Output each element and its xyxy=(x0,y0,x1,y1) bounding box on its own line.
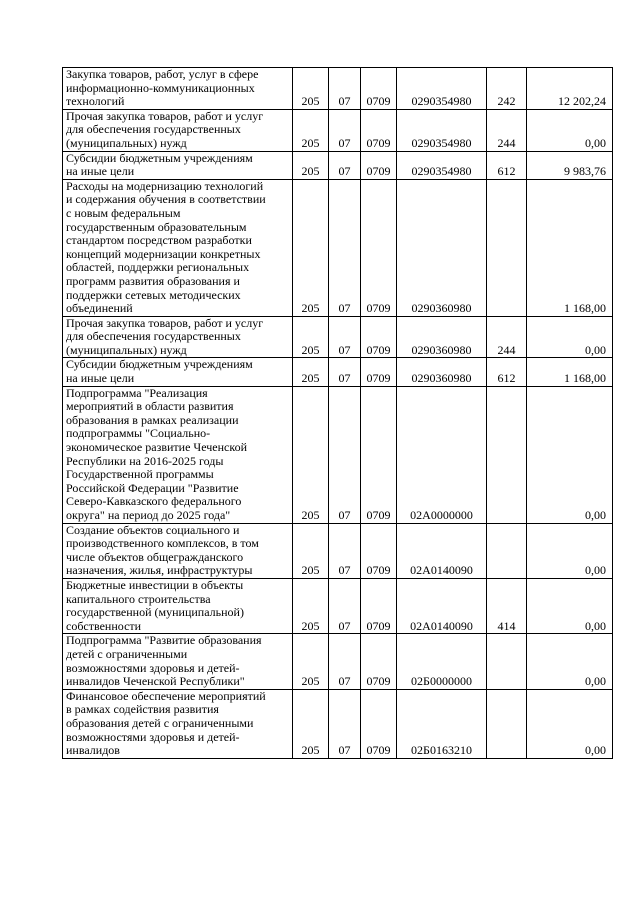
section-code-cell: 07 xyxy=(329,68,361,110)
amount-cell: 0,00 xyxy=(527,634,613,689)
expense-type-cell: 244 xyxy=(487,109,527,151)
row-name-cell: Финансовое обеспечение мероприятий в рамках содействия развития образования детей с ограниченными возможностями здоровья и детей- инвалидов xyxy=(63,689,293,758)
subsection-code-cell: 0709 xyxy=(361,151,397,179)
ministry-code-cell: 205 xyxy=(293,151,329,179)
amount-cell: 0,00 xyxy=(527,109,613,151)
section-code-cell: 07 xyxy=(329,386,361,523)
table-row xyxy=(63,179,613,316)
section-code-cell: 07 xyxy=(329,689,361,758)
subsection-code-cell: 0709 xyxy=(361,578,397,633)
section-code-cell: 07 xyxy=(329,634,361,689)
expense-type-cell: 612 xyxy=(487,151,527,179)
amount-cell: 0,00 xyxy=(527,689,613,758)
target-article-cell: 0290354980 xyxy=(397,109,487,151)
row-name-cell: Бюджетные инвестиции в объекты капитального строительства государственной (муниципальной) собственности xyxy=(63,578,293,633)
section-code-cell: 07 xyxy=(329,523,361,578)
ministry-code-cell: 205 xyxy=(293,358,329,386)
budget-table xyxy=(62,67,613,759)
target-article-cell: 02А0000000 xyxy=(397,386,487,523)
table-row xyxy=(63,358,613,386)
ministry-code-cell: 205 xyxy=(293,179,329,316)
amount-cell: 12 202,24 xyxy=(527,68,613,110)
amount-cell: 1 168,00 xyxy=(527,179,613,316)
subsection-code-cell: 0709 xyxy=(361,523,397,578)
expense-type-cell: 414 xyxy=(487,578,527,633)
target-article-cell: 0290354980 xyxy=(397,68,487,110)
row-name-cell: Прочая закупка товаров, работ и услуг для обеспечения государственных (муниципальных) нужд xyxy=(63,316,293,358)
target-article-cell: 0290354980 xyxy=(397,151,487,179)
subsection-code-cell: 0709 xyxy=(361,689,397,758)
table-row xyxy=(63,689,613,758)
row-name-cell: Подпрограмма "Реализация мероприятий в области развития образования в рамках реализации подпрограммы "Социально- экономическое развитие Чеченской Республики на 2016-2025 годы Государственной программы Российской Федерации "Развитие Северо-Кавказского федерального округа" на период до 2025 года" xyxy=(63,386,293,523)
amount-cell: 0,00 xyxy=(527,578,613,633)
row-name-cell: Создание объектов социального и производственного комплексов, в том числе объектов общегражданского назначения, жилья, инфраструктуры xyxy=(63,523,293,578)
amount-cell: 0,00 xyxy=(527,316,613,358)
ministry-code-cell: 205 xyxy=(293,634,329,689)
table-row xyxy=(63,386,613,523)
target-article-cell: 02Б0163210 xyxy=(397,689,487,758)
section-code-cell: 07 xyxy=(329,316,361,358)
subsection-code-cell: 0709 xyxy=(361,358,397,386)
expense-type-cell: 244 xyxy=(487,316,527,358)
target-article-cell: 0290360980 xyxy=(397,316,487,358)
row-name-cell: Расходы на модернизацию технологий и содержания обучения в соответствии с новым федеральным государственным образовательным стандартом посредством разработки концепций модернизации конкретных областей, поддержки региональных программ развития образования и поддержки сетевых методических объединений xyxy=(63,179,293,316)
table-row xyxy=(63,151,613,179)
table-row xyxy=(63,68,613,110)
amount-cell: 0,00 xyxy=(527,523,613,578)
section-code-cell: 07 xyxy=(329,109,361,151)
expense-type-cell: 242 xyxy=(487,68,527,110)
row-name-cell: Субсидии бюджетным учреждениям на иные цели xyxy=(63,151,293,179)
row-name-cell: Субсидии бюджетным учреждениям на иные цели xyxy=(63,358,293,386)
section-code-cell: 07 xyxy=(329,578,361,633)
table-row xyxy=(63,109,613,151)
row-name-cell: Прочая закупка товаров, работ и услуг для обеспечения государственных (муниципальных) нужд xyxy=(63,109,293,151)
expense-type-cell: 612 xyxy=(487,358,527,386)
subsection-code-cell: 0709 xyxy=(361,109,397,151)
subsection-code-cell: 0709 xyxy=(361,179,397,316)
amount-cell: 9 983,76 xyxy=(527,151,613,179)
subsection-code-cell: 0709 xyxy=(361,634,397,689)
ministry-code-cell: 205 xyxy=(293,523,329,578)
target-article-cell: 0290360980 xyxy=(397,179,487,316)
ministry-code-cell: 205 xyxy=(293,316,329,358)
ministry-code-cell: 205 xyxy=(293,578,329,633)
amount-cell: 1 168,00 xyxy=(527,358,613,386)
amount-cell: 0,00 xyxy=(527,386,613,523)
subsection-code-cell: 0709 xyxy=(361,68,397,110)
expense-type-cell xyxy=(487,689,527,758)
ministry-code-cell: 205 xyxy=(293,689,329,758)
target-article-cell: 0290360980 xyxy=(397,358,487,386)
expense-type-cell xyxy=(487,634,527,689)
row-name-cell: Закупка товаров, работ, услуг в сфере информационно-коммуникационных технологий xyxy=(63,68,293,110)
expense-type-cell xyxy=(487,386,527,523)
ministry-code-cell: 205 xyxy=(293,68,329,110)
budget-table-body xyxy=(63,68,613,759)
table-row xyxy=(63,523,613,578)
section-code-cell: 07 xyxy=(329,151,361,179)
target-article-cell: 02А0140090 xyxy=(397,578,487,633)
row-name-cell: Подпрограмма "Развитие образования детей с ограниченными возможностями здоровья и детей- инвалидов Чеченской Республики" xyxy=(63,634,293,689)
table-row xyxy=(63,316,613,358)
expense-type-cell xyxy=(487,179,527,316)
section-code-cell: 07 xyxy=(329,179,361,316)
table-row xyxy=(63,578,613,633)
table-row xyxy=(63,634,613,689)
ministry-code-cell: 205 xyxy=(293,386,329,523)
target-article-cell: 02А0140090 xyxy=(397,523,487,578)
subsection-code-cell: 0709 xyxy=(361,386,397,523)
ministry-code-cell: 205 xyxy=(293,109,329,151)
expense-type-cell xyxy=(487,523,527,578)
subsection-code-cell: 0709 xyxy=(361,316,397,358)
section-code-cell: 07 xyxy=(329,358,361,386)
target-article-cell: 02Б0000000 xyxy=(397,634,487,689)
